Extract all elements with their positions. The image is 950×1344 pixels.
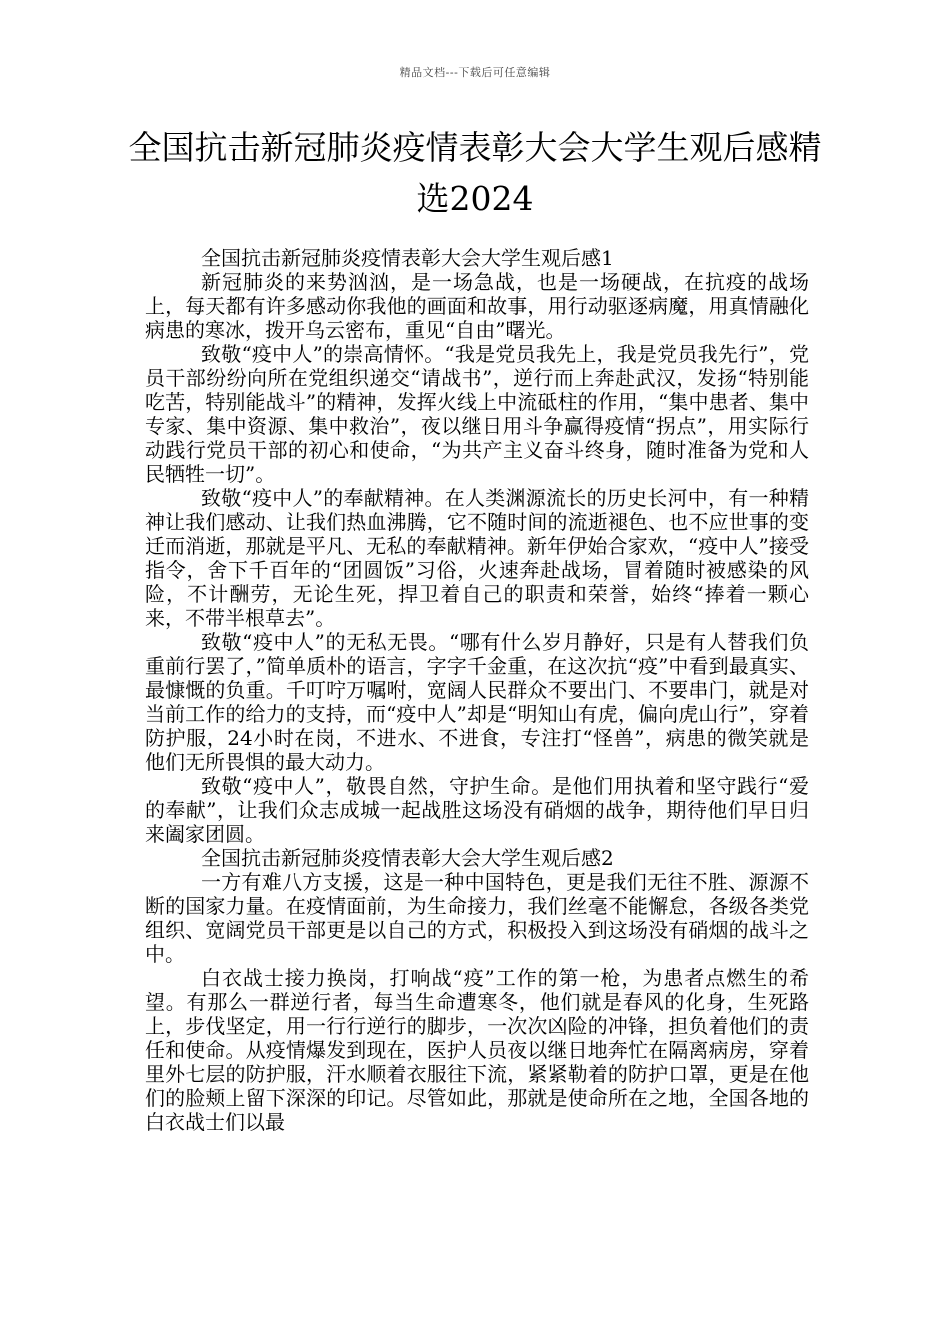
paragraph: 致敬“疫中人”的奉献精神。在人类渊源流长的历史长河中，有一种精神让我们感动、让我们热血沸腾，它不随时间的流逝褪色、也不应世事的变迁而消逝，那就是平凡、无私的奉献精神。新年伊始合家欢，“疫中人”接受指令，舍下千百年的“团圆饭”习俗，火速奔赴战场，冒着随时被感染的风险，不计酬劳，无论生死，捍卫着自己的职责和荣誉，始终“捧着一颗心来，不带半根草去”。 bbox=[145, 486, 809, 630]
section-heading: 全国抗击新冠肺炎疫情表彰大会大学生观后感2 bbox=[201, 846, 614, 870]
section-heading: 全国抗击新冠肺炎疫情表彰大会大学生观后感1 bbox=[201, 246, 614, 270]
paragraph: 致敬“疫中人”，敬畏自然，守护生命。是他们用执着和坚守践行“爱的奉献”，让我们众志成城一起战胜这场没有硝烟的战争，期待他们早日归来阖家团圆。 bbox=[145, 774, 809, 846]
paragraph: 致敬“疫中人”的崇高情怀。“我是党员我先上，我是党员我先行”，党员干部纷纷向所在党组织递交“请战书”，逆行而上奔赴武汉，发扬“特别能吃苦，特别能战斗”的精神，发挥火线上中流砥柱的作用，“集中患者、集中专家、集中资源、集中救治”，夜以继日用斗争赢得疫情“拐点”，用实际行动践行党员干部的初心和使命，“为共产主义奋斗终身，随时准备为党和人民牺牲一切”。 bbox=[145, 342, 809, 486]
page-header-note: 精品文档---下载后可任意编辑 bbox=[399, 66, 551, 79]
paragraph: 一方有难八方支援，这是一种中国特色，更是我们无往不胜、源源不断的国家力量。在疫情面前，为生命接力，我们丝毫不能懈怠，各级各类党组织、宽阔党员干部更是以自己的方式，积极投入到这场没有硝烟的战斗之中。 bbox=[145, 870, 809, 966]
paragraph: 致敬“疫中人”的无私无畏。“哪有什么岁月静好，只是有人替我们负重前行罢了，”简单质朴的语言，字字千金重，在这次抗“疫”中看到最真实、最慷慨的负重。千叮咛万嘱咐，宽阔人民群众不要出门、不要串门，就是对当前工作的给力的支持，而“疫中人”却是“明知山有虎，偏向虎山行”，穿着防护服，24小时在岗，不进水、不进食，专注打“怪兽”，病患的微笑就是他们无所畏惧的最大动力。 bbox=[145, 630, 809, 774]
document-body bbox=[145, 246, 809, 1134]
document-title: 全国抗击新冠肺炎疫情表彰大会大学生观后感精选2024 bbox=[128, 128, 822, 218]
paragraph: 白衣战士接力换岗，打响战“疫”工作的第一枪，为患者点燃生的希望。有那么一群逆行者，每当生命遭寒冬，他们就是春风的化身，生死路上，步伐坚定，用一行行逆行的脚步，一次次凶险的冲锋，担负着他们的责任和使命。从疫情爆发到现在，医护人员夜以继日地奔忙在隔离病房，穿着里外七层的防护服，汗水顺着衣服往下流，紧紧勒着的防护口罩，更是在他们的脸颊上留下深深的印记。尽管如此，那就是使命所在之地，全国各地的白衣战士们以最 bbox=[145, 966, 809, 1134]
paragraph: 新冠肺炎的来势汹汹，是一场急战，也是一场硬战，在抗疫的战场上，每天都有许多感动你我他的画面和故事，用行动驱逐病魔，用真情融化病患的寒冰，拨开乌云密布，重见“自由”曙光。 bbox=[145, 270, 809, 342]
